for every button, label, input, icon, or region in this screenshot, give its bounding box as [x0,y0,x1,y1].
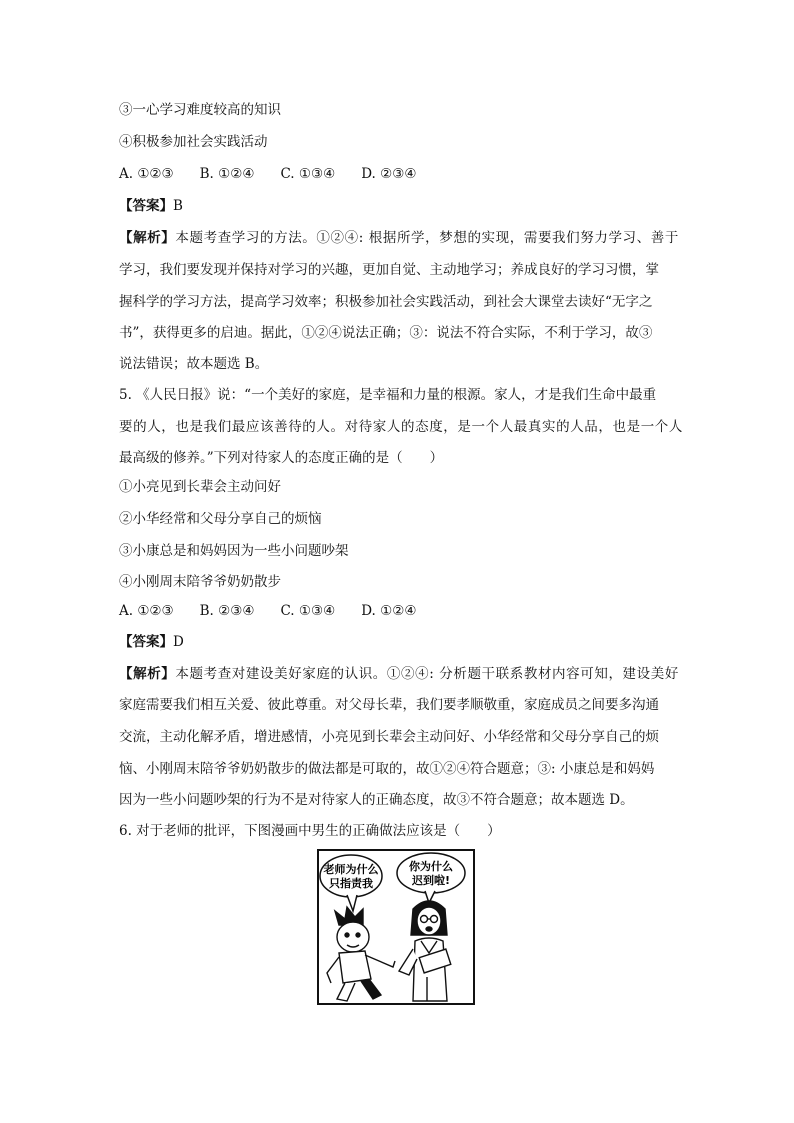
q4-option-a: A. ①②③ [119,166,174,182]
q5-option-d: D. ①②④ [361,603,417,619]
q4-analysis-line-1 [119,229,679,247]
answer-tag: 【答案】 [119,198,173,214]
boy-bubble-line-1: 老师为什么 [323,863,379,876]
q4-option-c: C. ①③④ [280,166,336,182]
analysis-text: 本题考查学习的方法。①②④: 根据所学，梦想的实现，需要我们努力学习、善于 [175,230,679,246]
q5-option-b: B. ②③④ [199,603,255,619]
q5-item-4: ④小刚周末陪爷爷奶奶散步 [119,574,281,590]
q5-analysis-line-5: 因为一些小问题吵架的行为不是对待家人的正确态度，故③不符合题意；故本题选 D。 [119,792,634,808]
q4-option-b: B. ①②④ [199,166,255,182]
comic-illustration [317,849,475,1005]
q5-analysis-line-3: 交流，主动化解矛盾，增进感情，小亮见到长辈会主动问好、小华经常和父母分享自己的烦 [119,729,659,745]
q6-stem: 6. 对于老师的批评，下图漫画中男生的正确做法应该是（ ） [119,823,501,839]
q5-stem-line-1: 5. 《人民日报》说：“一个美好的家庭，是幸福和力量的根源。家人，才是我们生命中最重 [119,387,657,403]
q5-item-2: ②小华经常和父母分享自己的烦恼 [119,511,322,527]
q5-item-1: ①小亮见到长辈会主动问好 [119,479,281,495]
q4-option-d: D. ②③④ [361,166,417,182]
q5-stem-line-2: 要的人，也是我们最应该善待的人。对待家人的态度，是一个人最真实的人品，也是一个人 [119,419,683,435]
teacher-bubble-line-2: 迟到啦! [411,874,451,887]
q5-analysis-line-4: 恼、小刚周末陪爷爷奶奶散步的做法都是可取的，故①②④符合题意；③: 小康总是和妈妈 [119,761,655,777]
q5-options [119,602,442,620]
q5-item-3: ③小康总是和妈妈因为一些小问题吵架 [119,543,349,559]
q4-item-4: ④积极参加社会实践活动 [119,134,268,150]
q5-answer [119,633,184,651]
q4-analysis-line-3: 握科学的学习方法，提高学习效率；积极参加社会实践活动，到社会大课堂去读好“无字之 [119,294,653,310]
analysis-tag: 【解析】 [119,230,176,246]
q4-options [119,165,442,183]
q5-option-a: A. ①②③ [119,603,174,619]
q4-analysis-line-5: 说法错误；故本题选 B。 [119,356,269,372]
q5-stem-line-3: 最高级的修养。”下列对待家人的态度正确的是（ ） [119,450,444,466]
boy-bubble-line-2: 只指责我 [329,877,373,890]
q4-analysis-line-2: 学习，我们要发现并保持对学习的兴趣，更加自觉、主动地学习；养成良好的学习习惯，掌 [119,262,659,278]
teacher-bubble-line-1: 你为什么 [409,860,453,873]
q4-answer [119,197,183,215]
answer-value: B [173,198,183,214]
q4-item-3: ③一心学习难度较高的知识 [119,102,281,118]
q5-option-c: C. ①③④ [280,603,336,619]
analysis-text: 本题考查对建设美好家庭的认识。①②④: 分析题干联系教材内容可知，建设美好 [175,666,679,682]
answer-value: D [173,634,184,650]
q5-analysis-line-1 [119,665,679,683]
answer-tag: 【答案】 [119,634,173,650]
analysis-tag: 【解析】 [119,666,176,682]
q4-analysis-line-4: 书”，获得更多的启迪。据此，①②④说法正确；③：说法不符合实际，不利于学习，故③ [119,325,653,341]
q5-analysis-line-2: 家庭需要我们相互关爱、彼此尊重。对父母长辈，我们要孝顺敬重，家庭成员之间要多沟通 [119,697,659,713]
